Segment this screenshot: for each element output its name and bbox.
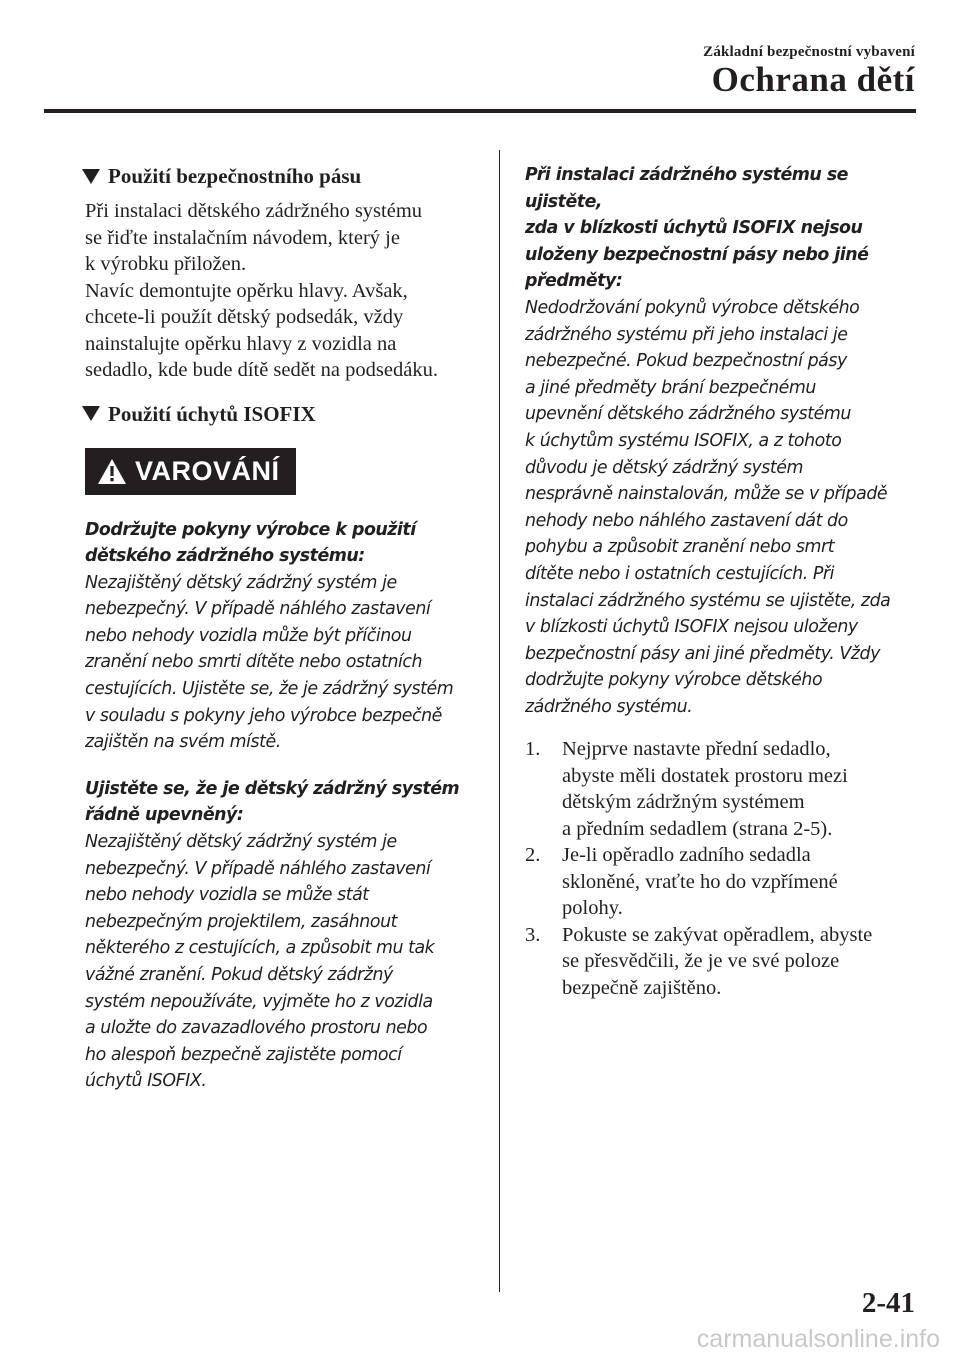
warning-body-line: Nezajištěný dětský zádržný systém je (85, 572, 397, 593)
warning-body-line: cestujících. Ujistěte se, že je zádržný systém (85, 679, 454, 700)
warning-label: VAROVÁNÍ (135, 455, 280, 486)
warning-heading-line: dětského zádržného systému: (85, 546, 365, 567)
warning-body-line: v souladu s pokyny jeho výrobce bezpečně (85, 705, 442, 726)
body-line: sedadlo, kde bude dítě sedět na podsedáku. (85, 359, 438, 381)
body-line: se řiďte instalačním návodem, který je (85, 226, 400, 249)
warning-body-line: systém nepoužíváte, vyjměte ho z vozidla (85, 991, 433, 1012)
warning-body-line: upevnění dětského zádržného systému (525, 404, 851, 425)
warning-body-line: k úchytům systému ISOFIX, a z tohoto (525, 430, 842, 451)
section-heading-isofix (82, 400, 485, 428)
section-heading-text: Použití bezpečnostního pásu (108, 164, 362, 188)
triangle-bullet-icon (82, 169, 100, 184)
warning-icon (97, 458, 127, 485)
warning-heading-line: Ujistěte se, že je dětský zádržný systém (85, 778, 460, 799)
warning-heading-line: Dodržujte pokyny výrobce k použití (85, 519, 416, 540)
warning-heading-line: řádně upevněný: (85, 805, 244, 826)
step-number: 2. (525, 844, 541, 867)
step-line: Pokuste se zakývat opěradlem, abyste (562, 923, 873, 946)
warning-body-line: dítěte nebo i ostatních cestujících. Při (525, 563, 835, 584)
triangle-bullet-icon (82, 406, 100, 421)
warning-body-line: nehody nebo náhlého zastavení dát do (525, 510, 848, 531)
body-line: chcete-li použít dětský podsedák, vždy (85, 306, 404, 328)
step-line: se přesvědčili, že je ve své poloze (562, 950, 840, 973)
warning-body-line: nebo nehody vozidla může být příčinou (85, 625, 412, 646)
list-item (525, 736, 920, 842)
warning-body-line: bezpečnostní pásy ani jiné předměty. Vždy (525, 643, 880, 664)
warning-heading-line: uloženy bezpečnostní pásy nebo jiné (525, 244, 869, 265)
warning-body-line: Nezajištěný dětský zádržný systém je (85, 832, 397, 853)
warning-body-line: a uložte do zavazadlového prostoru nebo (85, 1018, 428, 1039)
warning-body-line: dodržujte pokyny výrobce dětského (525, 670, 823, 691)
warning-heading-line: zda v blízkosti úchytů ISOFIX nejsou (525, 218, 863, 239)
section-body-seatbelt (85, 198, 485, 384)
warning-body-line: v blízkosti úchytů ISOFIX nejsou uloženy (525, 617, 858, 638)
body-line: k výrobku přiložen. (85, 253, 247, 275)
warning-body-line: důvodu je dětský zádržný systém (525, 457, 804, 478)
header-title: Ochrana dětí (711, 60, 915, 99)
list-item (525, 842, 920, 922)
step-line: abyste měli dostatek prostoru mezi (562, 764, 848, 787)
page-number: 2-41 (861, 1287, 915, 1319)
warning-body-line: vážné zranění. Pokud dětský zádržný (85, 965, 393, 985)
warning-body-line: zranění nebo smrti dítěte nebo ostatních (85, 652, 423, 673)
step-line: Je-li opěradlo zadního sedadla (562, 844, 811, 867)
warning-body-line: pohybu a způsobit zranění nebo smrt (525, 537, 835, 558)
warning-body-line: Nedodržování pokynů výrobce dětského (525, 297, 860, 318)
step-line: skloněné, vraťte ho do vzpřímené (562, 870, 838, 893)
step-number: 1. (525, 738, 541, 761)
header-section: Základní bezpečnostní vybavení (703, 44, 915, 60)
body-line: Při instalaci dětského zádržného systému (85, 200, 423, 222)
left-column (85, 162, 485, 1095)
warning-block-1 (85, 517, 485, 756)
warning-body-line: zajištěn na svém místě. (85, 732, 281, 753)
section-heading-seatbelt (82, 162, 485, 190)
step-line: polohy. (562, 897, 623, 920)
warning-body-line: nesprávně nainstalován, může se v případě (525, 484, 888, 505)
warning-body-line: nebezpečné. Pokud bezpečnostní pásy (525, 351, 847, 372)
warning-body-line: nebo nehody vozidla se může stát (85, 885, 369, 906)
warning-body-line: nebezpečný. V případě náhlého zastavení (85, 599, 431, 620)
warning-heading-line: předměty: (525, 271, 623, 292)
warning-body-line: úchytů ISOFIX. (85, 1071, 207, 1092)
step-line: bezpečně zajištěno. (562, 976, 722, 999)
warning-body-line: instalaci zádržného systému se ujistěte, zda (525, 590, 891, 611)
body-line: Navíc demontujte opěrku hlavy. Avšak, (85, 279, 408, 302)
step-line: dětským zádržným systémem (562, 791, 805, 814)
warning-body-line: některého z cestujících, a způsobit mu tak (85, 938, 435, 959)
warning-body-line: a jiné předměty brání bezpečnému (525, 377, 816, 398)
section-heading-text: Použití úchytů ISOFIX (108, 401, 316, 426)
warning-heading-line: Při instalaci zádržného systému se ujistěte, (525, 165, 848, 212)
warning-body-line: zádržného systému při jeho instalaci je (525, 324, 848, 345)
warning-body-line: nebezpečný. V případě náhlého zastavení (85, 858, 431, 879)
warning-body-line: nebezpečným projektilem, zasáhnout (85, 911, 398, 932)
step-number: 3. (525, 923, 541, 946)
step-line: a předním sedadlem (strana 2-5). (562, 817, 833, 840)
steps-list (525, 736, 920, 1001)
body-line: nainstalujte opěrku hlavy z vozidla na (85, 332, 397, 355)
list-item (525, 922, 920, 1002)
warning-body-line: zádržného systému. (525, 696, 693, 717)
step-line: Nejprve nastavte přední sedadlo, (562, 738, 831, 761)
warning-block-3 (525, 162, 920, 720)
warning-body-line: ho alespoň bezpečně zajistěte pomocí (85, 1044, 402, 1065)
warning-block-2 (85, 776, 485, 1095)
watermark: carmanualsonline.info (696, 1325, 940, 1353)
header-rule (44, 109, 916, 113)
right-column (525, 162, 920, 1001)
warning-banner (85, 448, 296, 495)
column-divider (499, 150, 500, 1292)
